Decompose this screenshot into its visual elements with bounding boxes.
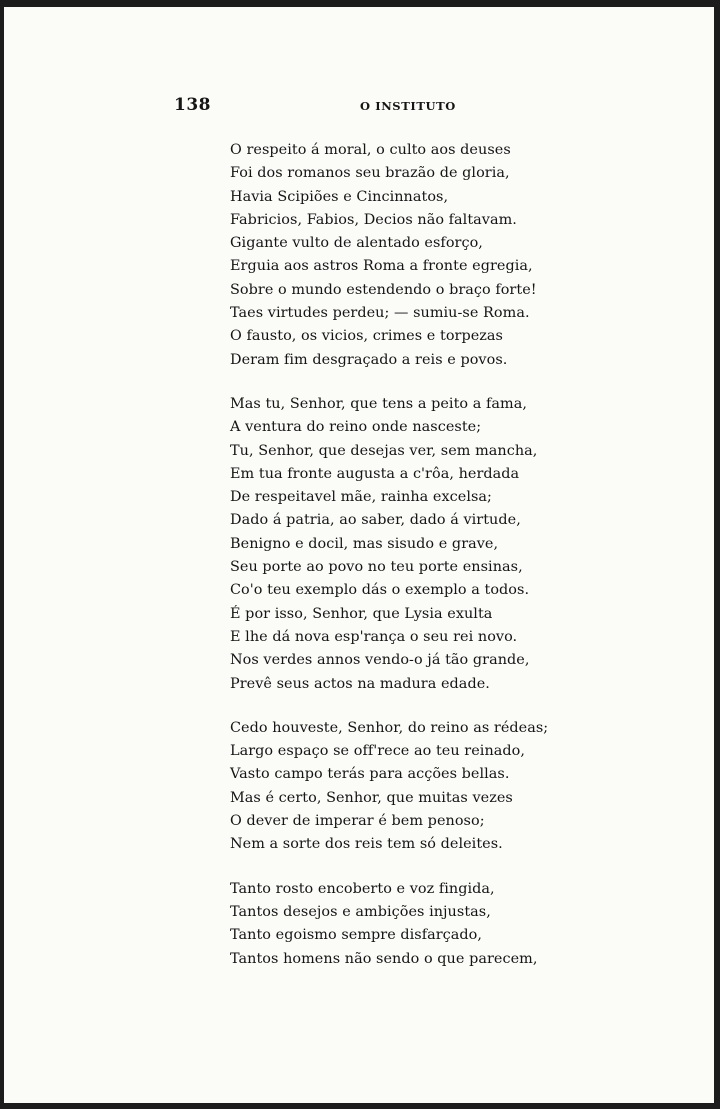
poem-line: Tantos desejos e ambições injustas, bbox=[230, 903, 491, 920]
stanza bbox=[230, 878, 560, 971]
poem-line: Erguia aos astros Roma a fronte egregia, bbox=[230, 258, 533, 275]
poem-line: Fabricios, Fabios, Decios não faltavam. bbox=[230, 211, 517, 228]
stanza bbox=[230, 717, 560, 857]
book-page bbox=[4, 7, 714, 1103]
poem-line: Co'o teu exemplo dás o exemplo a todos. bbox=[230, 582, 530, 599]
page-header bbox=[4, 95, 714, 119]
running-title: O INSTITUTO bbox=[360, 99, 456, 113]
poem-line: Tanto egoismo sempre disfarçado, bbox=[230, 927, 483, 944]
poem-line: Em tua fronte augusta a c'rôa, herdada bbox=[230, 465, 520, 482]
poem-line: Dado á patria, ao saber, dado á virtude, bbox=[230, 512, 521, 529]
poem-line: E lhe dá nova esp'rança o seu rei novo. bbox=[230, 628, 518, 645]
poem-line: Foi dos romanos seu brazão de gloria, bbox=[230, 165, 510, 182]
poem-line: Cedo houveste, Senhor, do reino as rédeas; bbox=[230, 719, 549, 736]
poem-line: O dever de imperar é bem penoso; bbox=[230, 813, 485, 830]
poem-line: Tu, Senhor, que desejas ver, sem mancha, bbox=[230, 442, 538, 459]
poem-line: Tantos homens não sendo o que parecem, bbox=[230, 950, 538, 967]
poem-line: Largo espaço se off'rece ao teu reinado, bbox=[230, 743, 526, 760]
poem-line: Mas é certo, Senhor, que muitas vezes bbox=[230, 789, 513, 806]
poem-line: Taes virtudes perdeu; — sumiu-se Roma. bbox=[230, 305, 530, 322]
poem-line: Benigno e docil, mas sisudo e grave, bbox=[230, 535, 499, 552]
poem-line: De respeitavel mãe, rainha excelsa; bbox=[230, 489, 492, 506]
poem-line: Mas tu, Senhor, que tens a peito a fama, bbox=[230, 395, 527, 412]
poem-line: Prevê seus actos na madura edade. bbox=[230, 675, 490, 692]
poem-line: Sobre o mundo estendendo o braço forte! bbox=[230, 281, 537, 298]
poem-line: Vasto campo terás para acções bellas. bbox=[230, 766, 510, 783]
page-number: 138 bbox=[174, 95, 211, 115]
poem-line: Nem a sorte dos reis tem só deleites. bbox=[230, 836, 503, 853]
poem-line: O respeito á moral, o culto aos deuses bbox=[230, 142, 511, 158]
poem-line: Tanto rosto encoberto e voz fingida, bbox=[230, 880, 495, 897]
poem-line: É por isso, Senhor, que Lysia exulta bbox=[230, 605, 493, 622]
poem-line: Deram fim desgraçado a reis e povos. bbox=[230, 351, 508, 368]
stanza bbox=[230, 393, 560, 696]
poem-line: Havia Scipiões e Cincinnatos, bbox=[230, 188, 449, 205]
stanza bbox=[230, 139, 560, 372]
poem-line: A ventura do reino onde nasceste; bbox=[230, 419, 482, 436]
poem-line: Gigante vulto de alentado esforço, bbox=[230, 235, 483, 252]
poem-body bbox=[230, 139, 560, 992]
poem-line: O fausto, os vicios, crimes e torpezas bbox=[230, 328, 503, 345]
poem-line: Seu porte ao povo no teu porte ensinas, bbox=[230, 559, 523, 576]
poem-line: Nos verdes annos vendo-o já tão grande, bbox=[230, 652, 530, 669]
